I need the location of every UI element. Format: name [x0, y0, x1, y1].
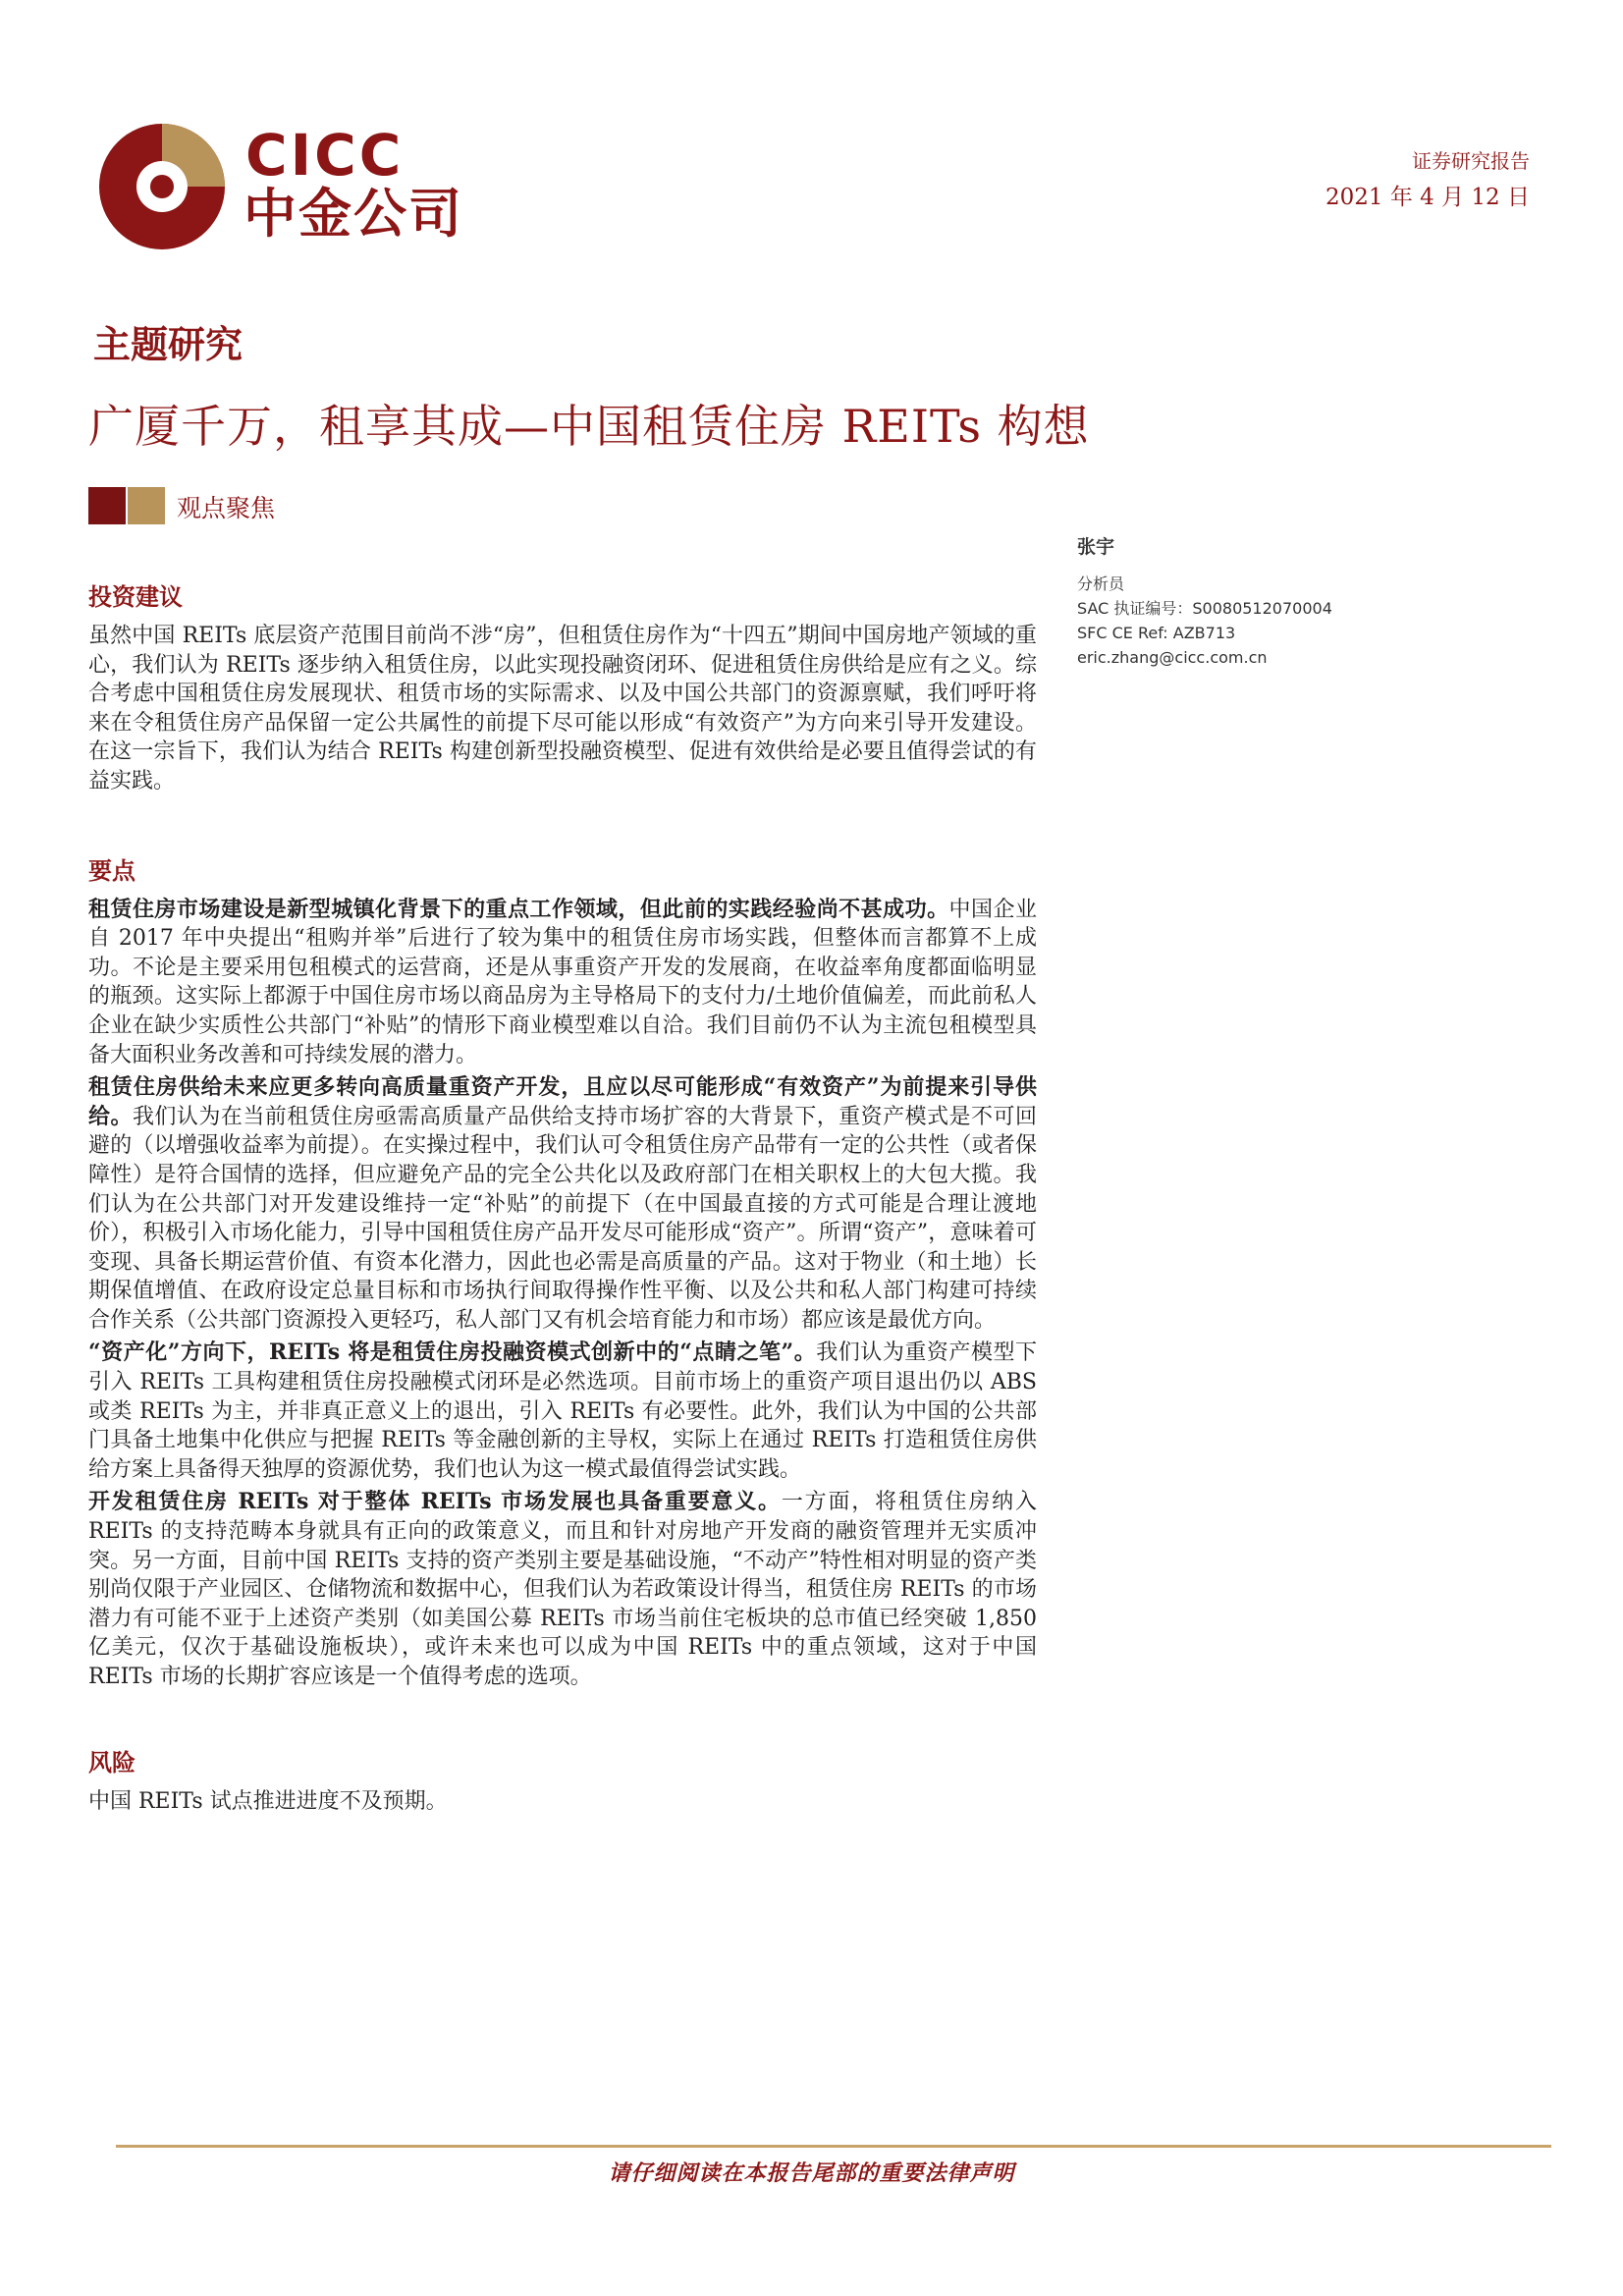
- section-heading: 要点: [88, 855, 135, 885]
- document-type: 证券研究报告: [1412, 149, 1530, 173]
- key-point-text: 我们认为在当前租赁住房亟需高质量产品供给支持市场扩容的大背景下，重资产模式是不可回避的（以增强收益率为前提）。在实操过程中，我们认可令租赁住房产品带有一定的公共性（或者保障性）是符合国情的选择，但应避免产品的完全公共化以及政府部门在相关职权上的大包大揽。我们认为在公共部门对开发建设维持一定“补贴”的前提下（在中国最直接的方式可能是合理让渡地价），积极引入市场化能力，引导中国租赁住房产品开发尽可能形成“资产”。所谓“资产”，意味着可变现、具备长期运营价值、有资本化潜力，因此也必需是高质量的产品。这对于物业（和土地）长期保值增值、在政府设定总量目标和市场执行间取得操作性平衡、以及公共和私人部门构建可持续合作关系（公共部门资源投入更轻巧，私人部门又有机会培育能力和市场）都应该是最优方向。: [88, 1104, 1037, 1333]
- key-point-paragraph: [88, 1073, 1037, 1335]
- section-investment: [88, 577, 1037, 796]
- key-point-lead: 租赁住房市场建设是新型城镇化背景下的重点工作领域，但此前的实践经验尚不甚成功。: [88, 896, 949, 922]
- report-body: [88, 577, 1037, 1816]
- key-point-paragraph: [88, 896, 1037, 1070]
- investment-paragraph: 虽然中国 REITs 底层资产范围目前尚不涉“房”，但租赁住房作为“十四五”期间中国房地产领域的重心，我们认为 REITs 逐步纳入租赁住房，以此实现投融资闭环、促进租赁住房供给是应有之义。综合考虑中国租赁住房发展现状、租赁市场的实际需求、以及中国公共部门的资源禀赋，我们呼吁将来在令租赁住房产品保留一定公共属性的前提下尽可能以形成“有效资产”为方向来引导开发建设。在这一宗旨下，我们认为结合 REITs 构建创新型投融资模型、促进有效供给是必要且值得尝试的有益实践。: [88, 624, 1037, 793]
- brand-name-cn: 中金公司: [243, 183, 463, 245]
- key-point-text: 我们认为重资产模型下引入 REITs 工具构建租赁住房投融模式闭环是必然选项。目前市场上的重资产项目退出仍以 ABS 或类 REITs 为主，并非真正意义上的退出，引入 REITs 有必要性。此外，我们认为中国的公共部门具备土地集中化供应与把握 REITs 等金融创新的主导权，实际上在通过 REITs 打造租赁住房供给方案上具备得天独厚的资源优势，我们也认为这一模式最值得尝试实践。: [88, 1340, 1037, 1482]
- legal-notice: 请仔细阅读在本报告尾部的重要法律声明: [608, 2160, 1015, 2186]
- section-heading: 投资建议: [88, 582, 183, 611]
- analyst-info: [1077, 535, 1489, 670]
- focus-label: 观点聚焦: [177, 494, 276, 522]
- analyst-sfc-ref: SFC CE Ref: AZB713: [1077, 624, 1236, 642]
- key-point-lead: 开发租赁住房 REITs 对于整体 REITs 市场发展也具备重要意义。: [88, 1489, 782, 1515]
- focus-marker-gold-block: [128, 487, 165, 524]
- report-title: 广厦千万，租享其成—中国租赁住房 REITs 构想: [88, 400, 1090, 453]
- analyst-sac-id: SAC 执证编号：S0080512070004: [1077, 599, 1332, 618]
- section-key-points: [88, 851, 1037, 1692]
- focus-marker: [88, 487, 165, 524]
- key-point-lead: 租赁住房供给未来应更多转向高质量重资产开发，且应以尽可能形成“有效资产”为前提来引导供给。: [88, 1074, 1037, 1129]
- analyst-name: 张宇: [1077, 536, 1115, 558]
- analyst-email[interactable]: eric.zhang@cicc.com.cn: [1077, 648, 1268, 667]
- key-point-paragraph: [88, 1488, 1037, 1691]
- brand-name-en: CICC: [245, 122, 405, 189]
- key-point-paragraph: [88, 1339, 1037, 1484]
- key-point-text: 一方面，将租赁住房纳入 REITs 的支持范畴本身就具有正向的政策意义，而且和针对房地产开发商的融资管理并无实质冲突。另一方面，目前中国 REITs 支持的资产类别主要是基础设施，“不动产”特性相对明显的资产类别尚仅限于产业园区、仓储物流和数据中心，但我们认为若政策设计得当，租赁住房 REITs 的市场潜力有可能不亚于上述资产类别（如美国公募 REITs 市场当前住宅板块的总市值已经突破 1,850 亿美元，仅次于基础设施板块），或许未来也可以成为中国 REITs 中的重点领域，这对于中国 REITs 市场的长期扩容应该是一个值得考虑的选项。: [88, 1490, 1037, 1689]
- report-category: 主题研究: [93, 322, 243, 366]
- key-point-lead: “资产化”方向下，REITs 将是租赁住房投融资模式创新中的“点睛之笔”。: [88, 1339, 817, 1366]
- key-point-text: 中国企业自 2017 年中央提出“租购并举”后进行了较为集中的租赁住房市场实践，但整体而言都算不上成功。不论是主要采用包租模式的运营商，还是从事重资产开发的发展商，在收益率角度都面临明显的瓶颈。这实际上都源于中国住房市场以商品房为主导格局下的支付力/土地价值偏差，而此前私人企业在缺少实质性公共部门“补贴”的情形下商业模型难以自洽。我们目前仍不认为主流包租模型具备大面积业务改善和可持续发展的潜力。: [88, 897, 1037, 1067]
- risk-paragraph: 中国 REITs 试点推进进度不及预期。: [88, 1788, 448, 1814]
- footer-divider: [116, 2145, 1551, 2148]
- analyst-role: 分析员: [1077, 574, 1125, 593]
- focus-marker-dark-block: [88, 487, 126, 524]
- cicc-logo-icon: [93, 118, 231, 255]
- section-heading: 风险: [88, 1747, 135, 1777]
- report-date: 2021 年 4 月 12 日: [1325, 185, 1530, 210]
- section-risk: [88, 1743, 1037, 1817]
